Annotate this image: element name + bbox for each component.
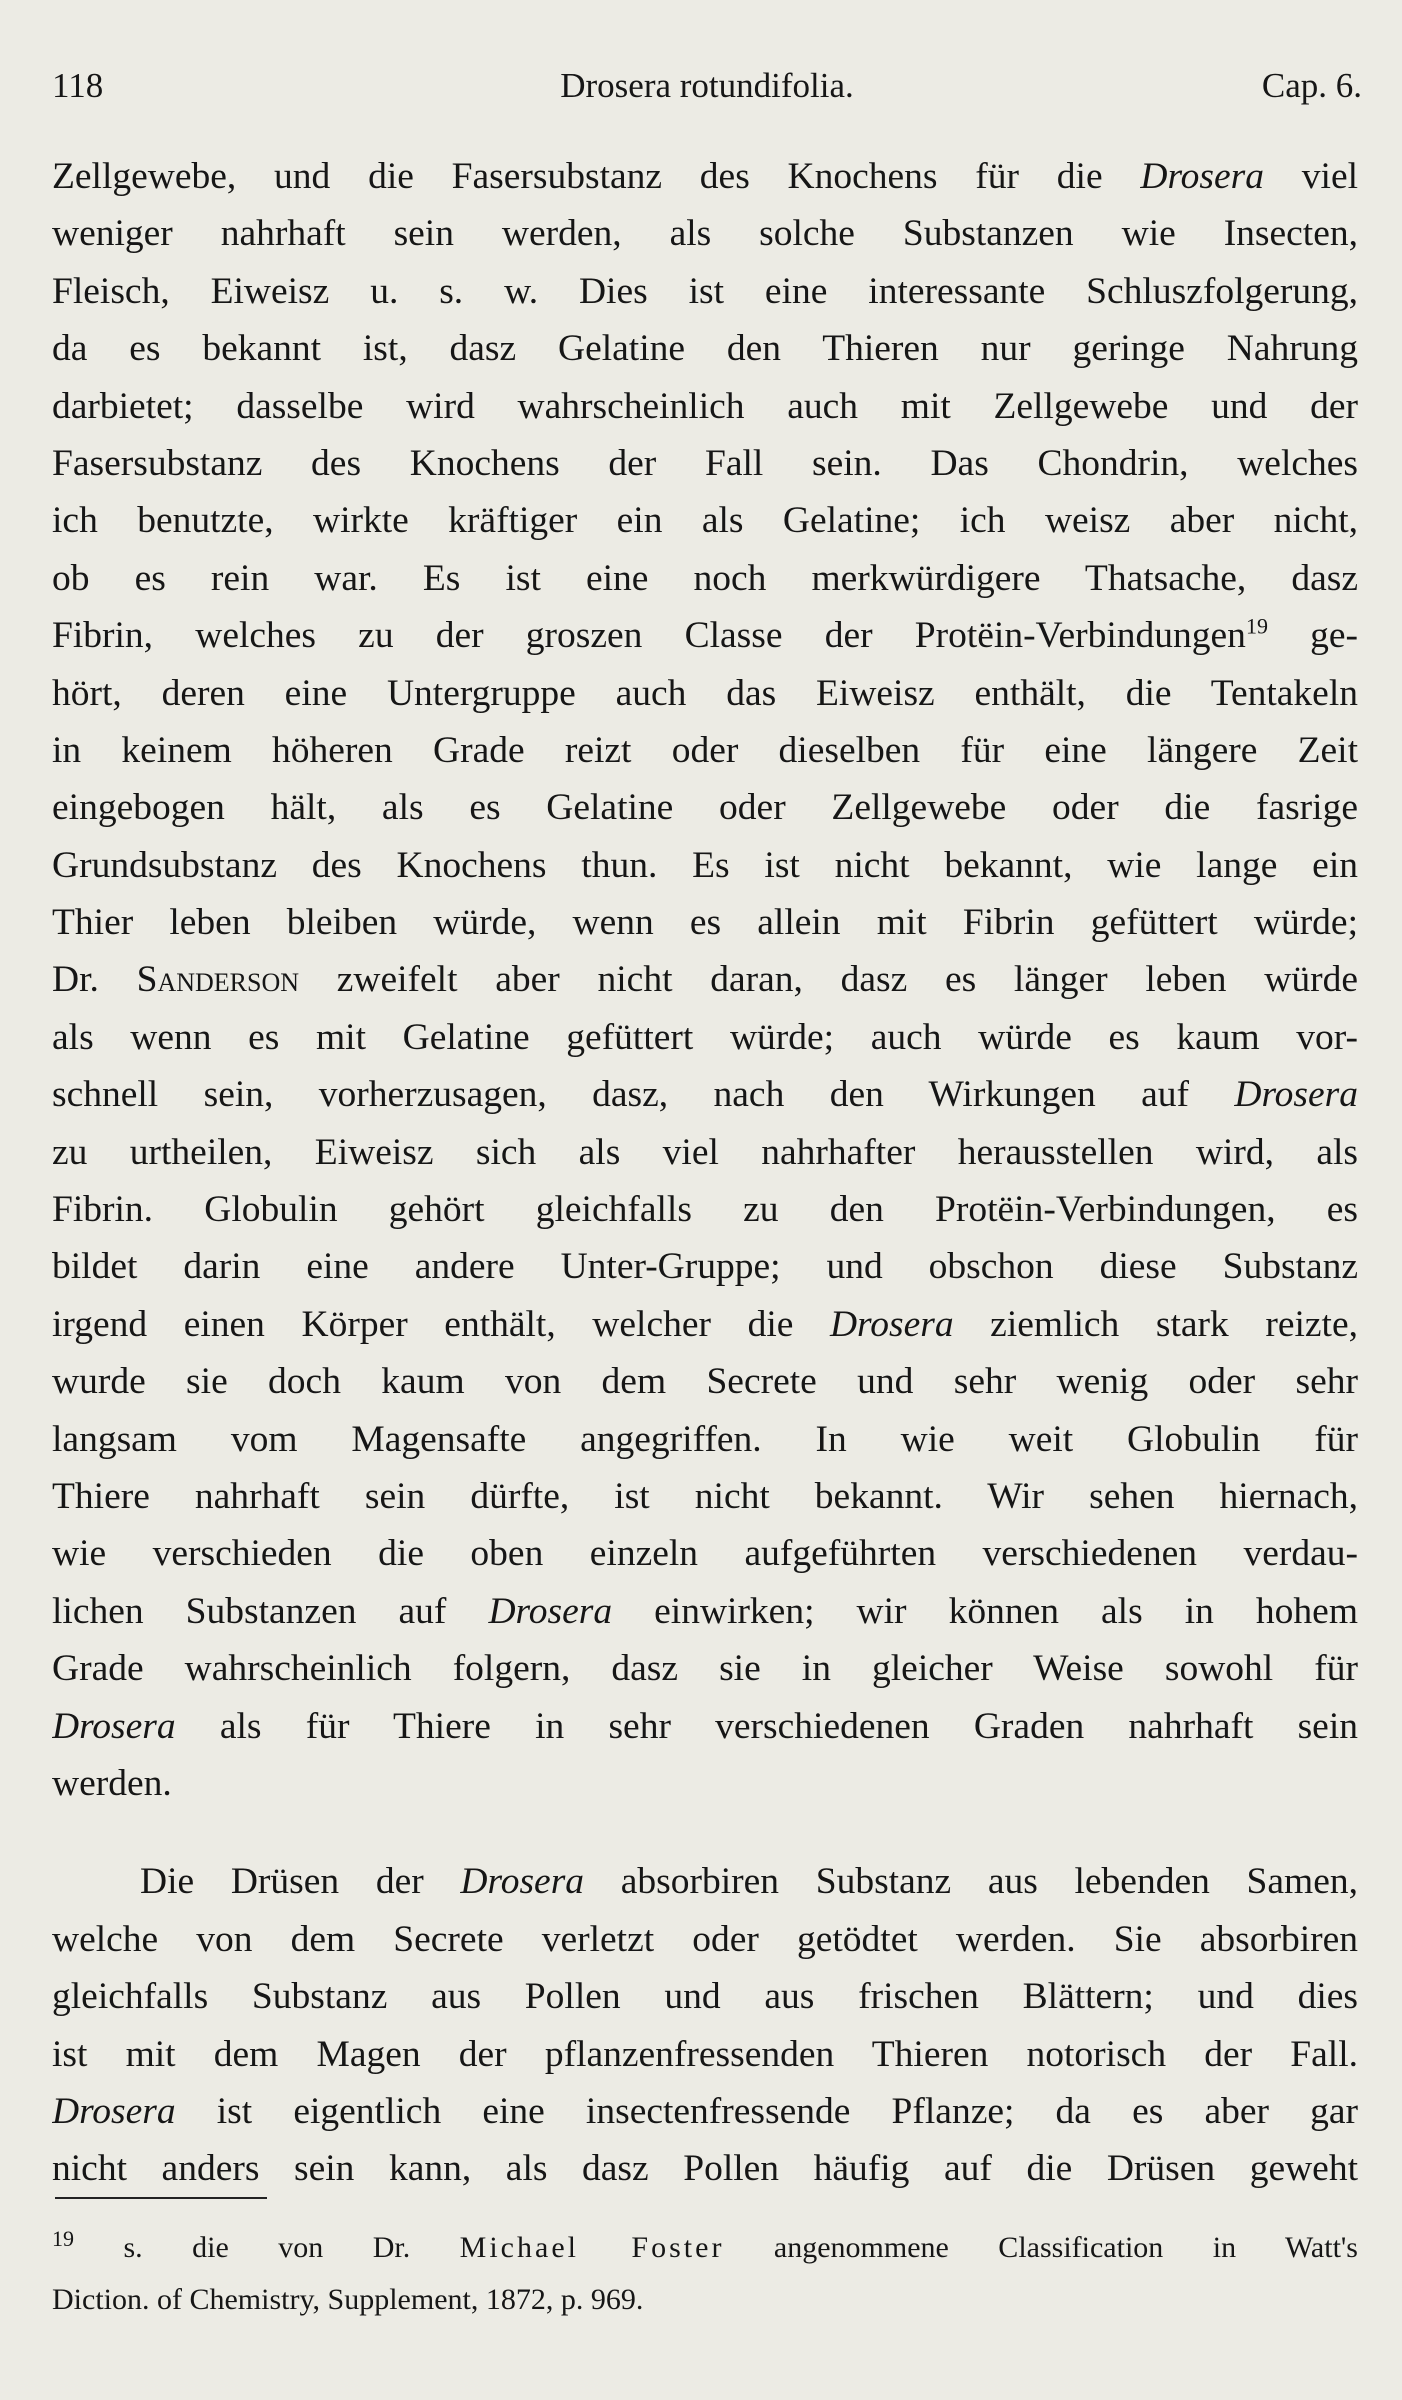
- text-line: [52, 435, 1358, 492]
- footnote-marker[interactable]: 19: [52, 2226, 74, 2251]
- text-run: lichen Substanzen auf: [52, 1590, 489, 1632]
- text-run: bildet darin eine andere Unter-Gruppe; und obschon diese Substanz: [52, 1246, 1358, 1288]
- text-line: [52, 1353, 1358, 1410]
- text-run: ge-: [1267, 615, 1358, 657]
- text-run: s. die von Dr.: [74, 2231, 460, 2264]
- text-run: wurde sie doch kaum von dem Secrete und sehr wenig oder sehr: [52, 1361, 1358, 1403]
- text-run: angenommene Classification in Watt's: [724, 2231, 1358, 2264]
- text-line: [52, 894, 1358, 951]
- text-run: da es bekannt ist, dasz Gelatine den Thieren nur geringe Nahrung: [52, 328, 1358, 370]
- text-run: ziemlich stark reizte,: [953, 1303, 1358, 1345]
- text-run: Fibrin, welches zu der groszen Classe der Protëin-Verbindungen: [52, 615, 1246, 657]
- italic-term: Drosera: [1140, 156, 1264, 197]
- text-run: eingebogen hält, als es Gelatine oder Zellgewebe oder die fasrige: [52, 787, 1358, 829]
- footnote-rule: [55, 2197, 267, 2199]
- text-line: [52, 2083, 1358, 2140]
- text-line: [52, 1468, 1358, 1525]
- text-run: ich benutzte, wirkte kräftiger ein als Gelatine; ich weisz aber nicht,: [52, 500, 1358, 542]
- text-line: [52, 320, 1358, 377]
- text-line: [52, 1296, 1358, 1353]
- text-run: zu urtheilen, Eiweisz sich als viel nahrhafter herausstellen wird, als: [52, 1131, 1358, 1173]
- text-line: [52, 1181, 1358, 1238]
- text-run: ob es rein war. Es ist eine noch merkwürdigere Thatsache, dasz: [52, 557, 1358, 599]
- text-run: als wenn es mit Gelatine gefüttert würde; auch würde es kaum vor-: [52, 1016, 1358, 1058]
- text-line: [52, 1698, 1358, 1755]
- text-line: [52, 205, 1358, 262]
- text-run: gleichfalls Substanz aus Pollen und aus frischen Blättern; und dies: [52, 1976, 1358, 2018]
- text-line: [52, 1066, 1358, 1123]
- italic-term: Drosera: [829, 1303, 954, 1345]
- text-line: [52, 1411, 1358, 1468]
- italic-term: Drosera: [488, 1590, 613, 1632]
- text-line: [52, 779, 1358, 836]
- italic-term: Drosera: [1234, 1074, 1358, 1116]
- text-run: Grundsubstanz des Knochens thun. Es ist nicht bekannt, wie lange ein: [52, 844, 1358, 886]
- text-run: Thier leben bleiben würde, wenn es allein mit Fibrin gefüttert würde;: [52, 902, 1358, 944]
- paragraph-2: [52, 1853, 1358, 2197]
- footnote-marker[interactable]: 19: [1245, 613, 1268, 639]
- text-line: [52, 1968, 1358, 2025]
- text-line: [52, 2026, 1358, 2083]
- text-line: [52, 492, 1358, 549]
- italic-term: Drosera: [52, 1705, 176, 1747]
- text-line: [52, 665, 1358, 722]
- text-line: [52, 1853, 1358, 1910]
- text-run: ist eigentlich eine insectenfressende Pflanze; da es aber gar: [175, 2090, 1358, 2132]
- paragraph-1: [52, 148, 1358, 1812]
- text-run: zweifelt aber nicht daran, dasz es länger leben würde: [299, 959, 1358, 1001]
- footnote: [52, 2222, 1358, 2326]
- text-run: irgend einen Körper enthält, welcher die: [52, 1303, 830, 1345]
- text-run: Fleisch, Eiweisz u. s. w. Dies ist eine interessante Schluszfolgerung,: [52, 270, 1358, 312]
- spaced-name: Michael Foster: [459, 2231, 725, 2264]
- text-line: [52, 1238, 1358, 1295]
- text-run: Diction. of Chemistry, Supplement, 1872, p. 969.: [52, 2283, 644, 2316]
- text-line: [52, 1583, 1358, 1640]
- text-line: [52, 607, 1358, 664]
- text-line: [52, 1525, 1358, 1582]
- text-line: [52, 722, 1358, 779]
- text-run: langsam vom Magensafte angegriffen. In wie weit Globulin für: [52, 1418, 1358, 1460]
- text-run: einwirken; wir können als in hohem: [612, 1590, 1358, 1632]
- text-run: wie verschieden die oben einzeln aufgeführten verschiedenen verdau-: [52, 1533, 1358, 1575]
- page-number: 118: [52, 66, 104, 105]
- text-run: Fibrin. Globulin gehört gleichfalls zu den Protëin-Verbindungen, es: [52, 1189, 1358, 1231]
- text-run: Die Drüsen der: [140, 1861, 461, 1903]
- footnote-line: [52, 2222, 1358, 2274]
- text-run: darbietet; dasselbe wird wahrscheinlich auch mit Zellgewebe und der: [52, 385, 1358, 427]
- text-line: [52, 1009, 1358, 1066]
- text-line: [52, 148, 1358, 205]
- text-line: [52, 263, 1358, 320]
- text-line: [52, 1911, 1358, 1968]
- text-run: Dr.: [52, 959, 137, 1001]
- text-run: werden.: [52, 1762, 172, 1804]
- body-text: [52, 148, 1358, 2198]
- text-run: absorbiren Substanz aus lebenden Samen,: [584, 1861, 1358, 1903]
- chapter-label: Cap. 6.: [1261, 66, 1362, 105]
- text-line: [52, 550, 1358, 607]
- text-line: [52, 1124, 1358, 1181]
- text-line: [52, 1755, 1358, 1812]
- text-run: Grade wahrscheinlich folgern, dasz sie in gleicher Weise sowohl für: [52, 1648, 1358, 1690]
- text-line: [52, 378, 1358, 435]
- running-header: [52, 56, 1362, 116]
- text-run: ist mit dem Magen der pflanzenfressenden Thieren notorisch der Fall.: [52, 2033, 1358, 2075]
- text-run: welche von dem Secrete verletzt oder getödtet werden. Sie absorbiren: [52, 1918, 1358, 1960]
- text-line: [52, 2140, 1358, 2197]
- text-line: [52, 837, 1358, 894]
- text-run: hört, deren eine Untergruppe auch das Eiweisz enthält, die Tentakeln: [52, 672, 1358, 714]
- text-run: Zellgewebe, und die Fasersubstanz des Knochens für die: [52, 156, 1141, 197]
- text-line: [52, 951, 1358, 1008]
- text-run: viel: [1264, 156, 1358, 197]
- italic-term: Drosera: [52, 2090, 176, 2132]
- text-run: in keinem höheren Grade reizt oder dieselben für eine längere Zeit: [52, 729, 1358, 771]
- text-run: Fasersubstanz des Knochens der Fall sein. Das Chondrin, welches: [52, 442, 1358, 484]
- text-run: weniger nahrhaft sein werden, als solche Substanzen wie Insecten,: [52, 213, 1358, 255]
- running-title: Drosera rotundifolia.: [560, 66, 854, 105]
- text-run: nicht anders sein kann, als dasz Pollen häufig auf die Drüsen geweht: [52, 2148, 1358, 2190]
- small-caps-name: Sanderson: [136, 959, 300, 1001]
- text-run: als für Thiere in sehr verschiedenen Graden nahrhaft sein: [175, 1705, 1358, 1747]
- text-run: schnell sein, vorherzusagen, dasz, nach den Wirkungen auf: [52, 1074, 1235, 1116]
- italic-term: Drosera: [460, 1861, 585, 1903]
- text-run: Thiere nahrhaft sein dürfte, ist nicht bekannt. Wir sehen hiernach,: [52, 1475, 1358, 1517]
- footnote-line: [52, 2274, 1358, 2326]
- text-line: [52, 1640, 1358, 1697]
